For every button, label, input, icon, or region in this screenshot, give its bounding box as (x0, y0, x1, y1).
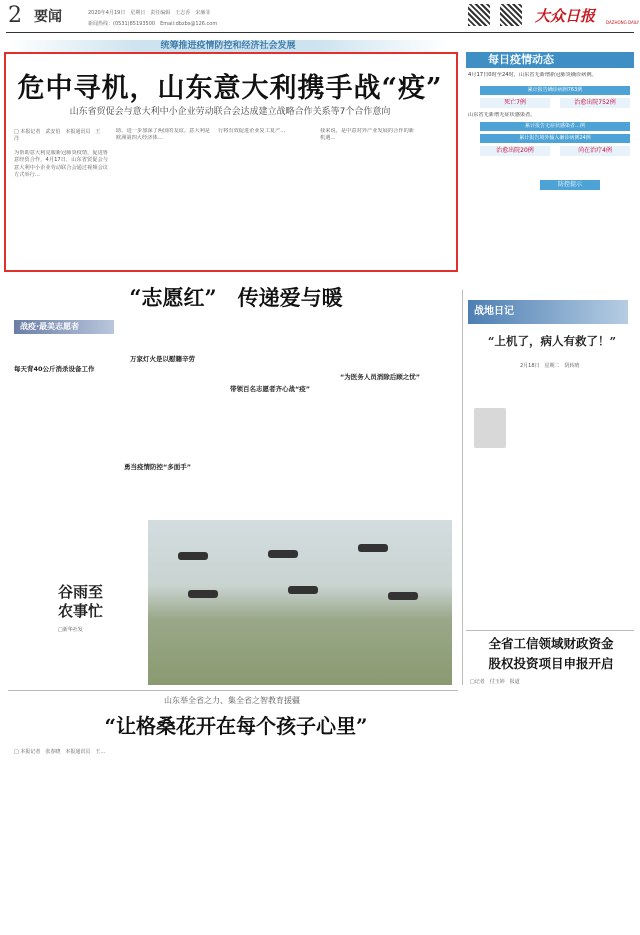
qr-code-icon (468, 4, 490, 26)
epidemic-intro: 4月17日0时至24时，山东省无新增新冠肺炎确诊病例。 (468, 72, 597, 78)
article-body-column (284, 748, 368, 930)
section-title: 要闻 (34, 9, 62, 25)
drone-icon (288, 586, 318, 594)
article-body-column (118, 364, 218, 460)
article-body-column (520, 372, 630, 422)
prevention-tips-title: 防控提示 (540, 180, 600, 190)
bottom-story-headline: “让格桑花开在每个孩子心里” (104, 714, 368, 738)
article-body-column: 我来说，是中意对外产业发展的合作的新机遇… (320, 128, 414, 142)
imported-recovered-value: 治愈出院20例 (480, 146, 550, 156)
deaths-value: 死亡7例 (480, 98, 550, 108)
volunteer-subtitle-1: 每天背40公斤消杀设备工作 (14, 365, 95, 373)
article-body-column: 助、进一步加深了两国的友谊。意大利是欧洲第四大经济体… (116, 128, 210, 142)
volunteer-subtitle-5: 带领百名志愿者齐心战“疫” (230, 385, 311, 393)
photo-caption-text (44, 636, 144, 680)
epidemic-box-title: 每日疫情动态 (466, 52, 634, 68)
top-story-headline: 危中寻机，山东意大利携手战“疫” (17, 73, 443, 104)
page-number: 2 (8, 3, 22, 28)
diary-quote-headline: “上机了，病人有救了！” (487, 334, 617, 348)
imported-cases-bar: 累计报告境外输入确诊病例24例 (480, 134, 630, 143)
asymptomatic-intro: 山东省无新增无症状感染者。 (468, 112, 536, 118)
bottom-story-byline: □ 本报记者 张春晓 本报通讯员 王… (14, 749, 106, 755)
article-body-column: 为帮助意大利克服新冠肺炎疫情，促进鲁意经贸合作，4月17日，山东省贸促会与意大利中小企业劳动联合会通过视频会议方式举行… (14, 150, 108, 179)
bottom-story-kicker: 山东举全省之力、集全省之智教育援疆 (164, 696, 300, 705)
article-body-column (104, 748, 188, 930)
article-body-column (14, 340, 114, 360)
article-body-column (420, 128, 452, 265)
article-body-column (326, 382, 450, 514)
top-story-byline: □ 本报记者 武安伯 本报通讯员 王 洋 (14, 129, 101, 142)
article-body-column (194, 748, 278, 930)
article-body-column (14, 374, 114, 514)
volunteer-subtitle-2: 万家灯火是以慰籍辛劳 (130, 355, 195, 363)
drone-icon (178, 552, 208, 560)
epidemic-note (468, 160, 632, 176)
article-body-column (118, 472, 218, 514)
article-body-column (14, 768, 98, 930)
article-body-column: 行将有效促进企业复工复产… (218, 128, 286, 134)
volunteer-subtitle-3: 勇当疫情防控“多面手” (124, 463, 192, 471)
top-story-subhead: 山东省贸促会与意大利中小企业劳动联合会达成建立战略合作关系等7个合作意向 (69, 107, 391, 117)
finance-byline: □记者 付玉婷 报道 (470, 679, 520, 685)
volunteer-headline: “志愿红” 传递爱与暖 (129, 285, 343, 310)
confirmed-total-bar: 累计报告确诊病例763例 (480, 86, 630, 95)
drone-icon (268, 550, 298, 558)
imported-treating-value: 尚在治疗4例 (560, 146, 630, 156)
header-meta: 2020年4月19日 星期日 责任编辑 王志香 宋廉菲 (88, 10, 211, 16)
diary-date: 2月18日 星期二 阴转晴 (520, 363, 580, 369)
article-body-column (326, 318, 450, 370)
qr-code-icon (500, 4, 522, 26)
prevention-tips-text (468, 194, 632, 254)
volunteer-column-tag: 战疫·最美志愿者 (14, 320, 114, 334)
photo-caption-title: 谷雨至 农事忙 (58, 583, 104, 620)
article-body-column (118, 318, 218, 348)
volunteer-subtitle-4: “为医务人员消除后顾之忧” (340, 373, 421, 381)
article-body-column (470, 688, 632, 928)
farm-drone-photo (148, 520, 452, 685)
drone-icon (358, 544, 388, 552)
photo-credit: □新华社发 (58, 627, 83, 633)
asymptomatic-bar: 累计报告无症状感染者…例 (480, 122, 630, 131)
top-banner: 统筹推进疫情防控和经济社会发展 (8, 40, 448, 52)
finance-headline: 全省工信领域财政资金 股权投资项目申报开启 (488, 636, 614, 671)
header-meta-contact: 新闻热线：(0531)85193500 Email:dbzbs@126.com (88, 21, 218, 27)
drone-icon (388, 592, 418, 600)
author-portrait (474, 408, 506, 448)
article-body-column (520, 426, 630, 626)
article-body-column (374, 748, 458, 930)
newspaper-logo: 大众日报 (535, 7, 596, 25)
author-bio (474, 450, 514, 510)
newspaper-logo-en: DAZHONG DAILY (606, 20, 640, 25)
recovered-value: 治愈出院752例 (560, 98, 630, 108)
drone-icon (188, 590, 218, 598)
diary-column-tag: 战地日记 (468, 300, 628, 324)
